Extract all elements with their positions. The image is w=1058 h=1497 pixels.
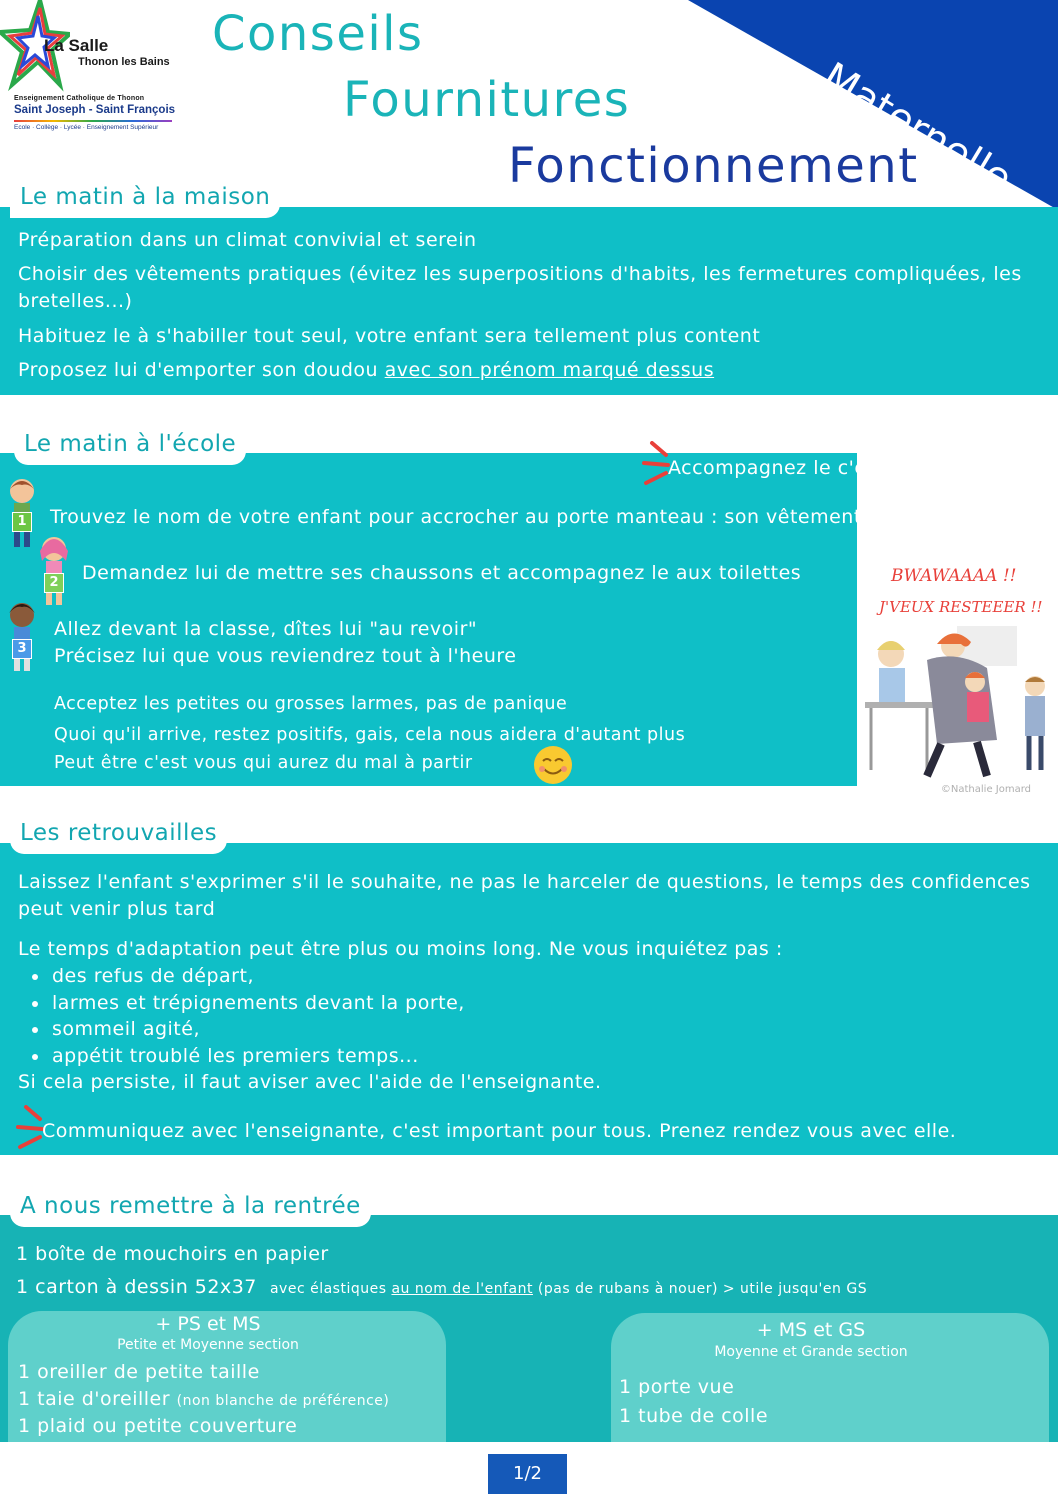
title-conseils: Conseils <box>212 6 424 62</box>
page-number: 1/2 <box>488 1454 567 1494</box>
logo-city: Thonon les Bains <box>78 56 170 68</box>
illustration-credit: ©Nathalie Jomard <box>940 784 1031 795</box>
home-tip-3: Habituez le à s'habiller tout seul, votre enfant sera tellement plus content <box>18 325 761 347</box>
supply-item-tissues: 1 boîte de mouchoirs en papier <box>16 1243 329 1265</box>
logo-school-names: Saint Joseph - Saint François <box>14 104 176 116</box>
section-title-morning-home: Le matin à la maison <box>10 180 280 218</box>
list-item: • sommeil agité, <box>50 1016 465 1043</box>
supply-item-pillowcase: 1 taie d'oreiller (non blanche de préférence) <box>18 1388 390 1410</box>
section-supplies <box>0 1215 1058 1442</box>
school-tip-accompany: Accompagnez le c'est un grand jour <box>668 457 1027 479</box>
supply-box-ps-ms <box>8 1311 446 1442</box>
list-item: • appétit troublé les premiers temps... <box>50 1043 465 1070</box>
school-tears-3: Peut être c'est vous qui aurez du mal à partir <box>54 753 473 773</box>
school-step-1: Trouvez le nom de votre enfant pour accrocher au porte manteau : son vêtement et son sac <box>50 506 971 528</box>
box-subtitle: Petite et Moyenne section <box>117 1337 299 1353</box>
arrow-tip-icon <box>16 1105 44 1151</box>
section-title-reunion: Les retrouvailles <box>10 816 227 854</box>
reunion-tip-1: Laissez l'enfant s'exprimer s'il le souhaite, ne pas le harceler de questions, le temps des confidences peut venir plus tard <box>18 871 1031 920</box>
school-tears-1: Acceptez les petites ou grosses larmes, pas de panique <box>54 694 568 714</box>
box-subtitle: Moyenne et Grande section <box>714 1344 908 1360</box>
title-fonctionnement: Fonctionnement <box>508 138 919 194</box>
list-item: • des refus de départ, <box>50 963 465 990</box>
section-morning-home <box>0 207 1058 395</box>
box-title: + PS et MS <box>155 1313 261 1335</box>
reunion-tip-communicate: Communiquez avec l'enseignante, c'est important pour tous. Prenez rendez vous avec elle. <box>42 1120 957 1142</box>
child-figure-2-icon: 2 <box>36 535 76 611</box>
illustration-crying-child: BWAWAAAA !! J'VEUX RESTEEER !! ©Nathalie Jomard <box>857 562 1055 784</box>
title-fournitures: Fournitures <box>343 72 631 128</box>
school-step-2: Demandez lui de mettre ses chaussons et accompagnez le aux toilettes <box>82 562 802 584</box>
section-title-morning-school: Le matin à l'école <box>14 427 246 465</box>
corner-label: Maternelle <box>814 54 1020 203</box>
home-tip-4: Proposez lui d'emporter son doudou avec son prénom marqué dessus <box>18 359 715 381</box>
section-reunion <box>0 843 1058 1155</box>
reunion-tip-3: Si cela persiste, il faut aviser avec l'aide de l'enseignante. <box>18 1071 602 1093</box>
list-item: • larmes et trépignements devant la porte, <box>50 990 465 1017</box>
logo-subtitle: Enseignement Catholique de Thonon <box>14 95 145 102</box>
school-tears-2: Quoi qu'il arrive, restez positifs, gais, cela nous aidera d'autant plus <box>54 725 686 745</box>
supply-item-blanket: 1 plaid ou petite couverture <box>18 1415 298 1437</box>
logo-levels: Ecole · Collège · Lycée · Enseignement Supérieur <box>14 124 159 131</box>
supply-box-ms-gs <box>611 1313 1049 1442</box>
supply-item-glue: 1 tube de colle <box>619 1405 769 1427</box>
arrow-tip-icon <box>642 441 670 487</box>
school-logo <box>0 0 185 140</box>
logo-rainbow-divider <box>14 120 172 122</box>
school-step-3a: Allez devant la classe, dîtes lui "au revoir" <box>54 618 478 640</box>
logo-name: La Salle <box>44 36 109 55</box>
doudou-name-note: avec son prénom marqué dessus <box>384 359 715 381</box>
supply-item-pillow: 1 oreiller de petite taille <box>18 1361 260 1383</box>
supply-item-portevue: 1 porte vue <box>619 1376 735 1398</box>
smiley-icon <box>533 745 573 785</box>
school-step-3b: Précisez lui que vous reviendrez tout à l'heure <box>54 645 517 667</box>
reunion-bullet-list <box>18 963 465 1069</box>
reunion-tip-2: Le temps d'adaptation peut être plus ou moins long. Ne vous inquiétez pas : <box>18 938 783 960</box>
box-title: + MS et GS <box>756 1319 866 1341</box>
home-tip-1: Préparation dans un climat convivial et serein <box>18 229 477 251</box>
child-figure-1-icon: 1 <box>4 477 44 553</box>
supply-item-portfolio: 1 carton à dessin 52x37 avec élastiques au nom de l'enfant (pas de rubans à nouer) > utile jusqu'en GS <box>16 1276 868 1298</box>
section-title-supplies: A nous remettre à la rentrée <box>10 1189 371 1227</box>
home-tip-2: Choisir des vêtements pratiques (évitez les superpositions d'habits, les fermetures compliquées, les bretelles...) <box>18 263 1022 312</box>
child-figure-3-icon: 3 <box>4 601 44 677</box>
